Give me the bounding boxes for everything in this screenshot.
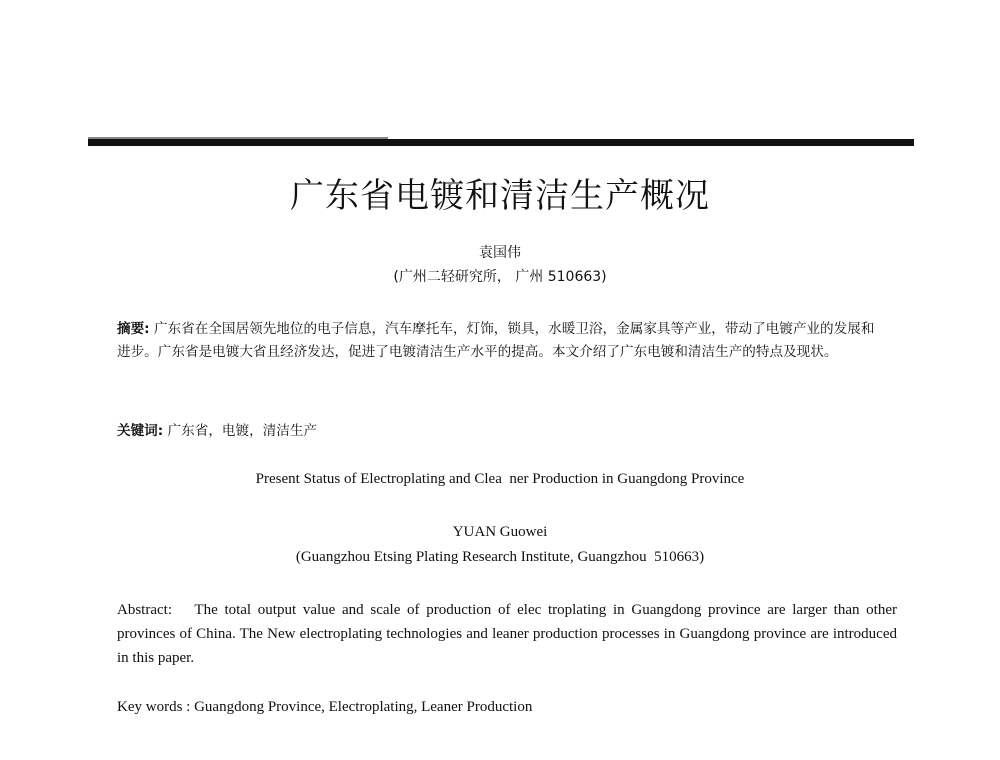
abstract-en-text: The total output value and scale of production of elec troplating in Guangdong province are larger than other provinces of China. The New electroplating technologies and leaner production processes in Guangdong province are introduced in this paper. (117, 602, 898, 666)
header-rule (88, 139, 914, 146)
abstract-en (117, 598, 897, 670)
keywords-en (117, 699, 897, 716)
abstract-cn (117, 318, 887, 364)
keywords-en-label: Key words : (117, 699, 191, 715)
abstract-en-label: Abstract: (117, 602, 172, 618)
keywords-cn (117, 419, 887, 439)
author-name-cn: 袁国伟 (479, 245, 521, 261)
author-name-en: YUAN Guowei (452, 524, 548, 540)
paper-title-cn: 广东省电镀和清洁生产概况 (290, 176, 710, 216)
keywords-cn-label: 关键词: (117, 423, 164, 439)
affiliation-cn: (广州二轻研究所， 广州 510663) (393, 269, 607, 285)
paper-title-en: Present Status of Electroplating and Clea ner Production in Guangdong Province (255, 471, 745, 487)
abstract-cn-label: 摘要: (117, 321, 150, 337)
affiliation-en: (Guangzhou Etsing Plating Research Institute, Guangzhou 510663) (295, 549, 705, 565)
keywords-cn-text: 广东省，电镀，清洁生产 (167, 423, 318, 439)
abstract-cn-text: 广东省在全国居领先地位的电子信息，汽车摩托车，灯饰，锁具，水暖卫浴，金属家具等产业，带动了电镀产业的发展和进步。广东省是电镀大省且经济发达，促进了电镀清洁生产水平的提高。本文介绍了广东电镀和清洁生产的特点及现状。 (117, 321, 875, 360)
keywords-en-text: Guangdong Province, Electroplating, Leaner Production (194, 699, 533, 715)
